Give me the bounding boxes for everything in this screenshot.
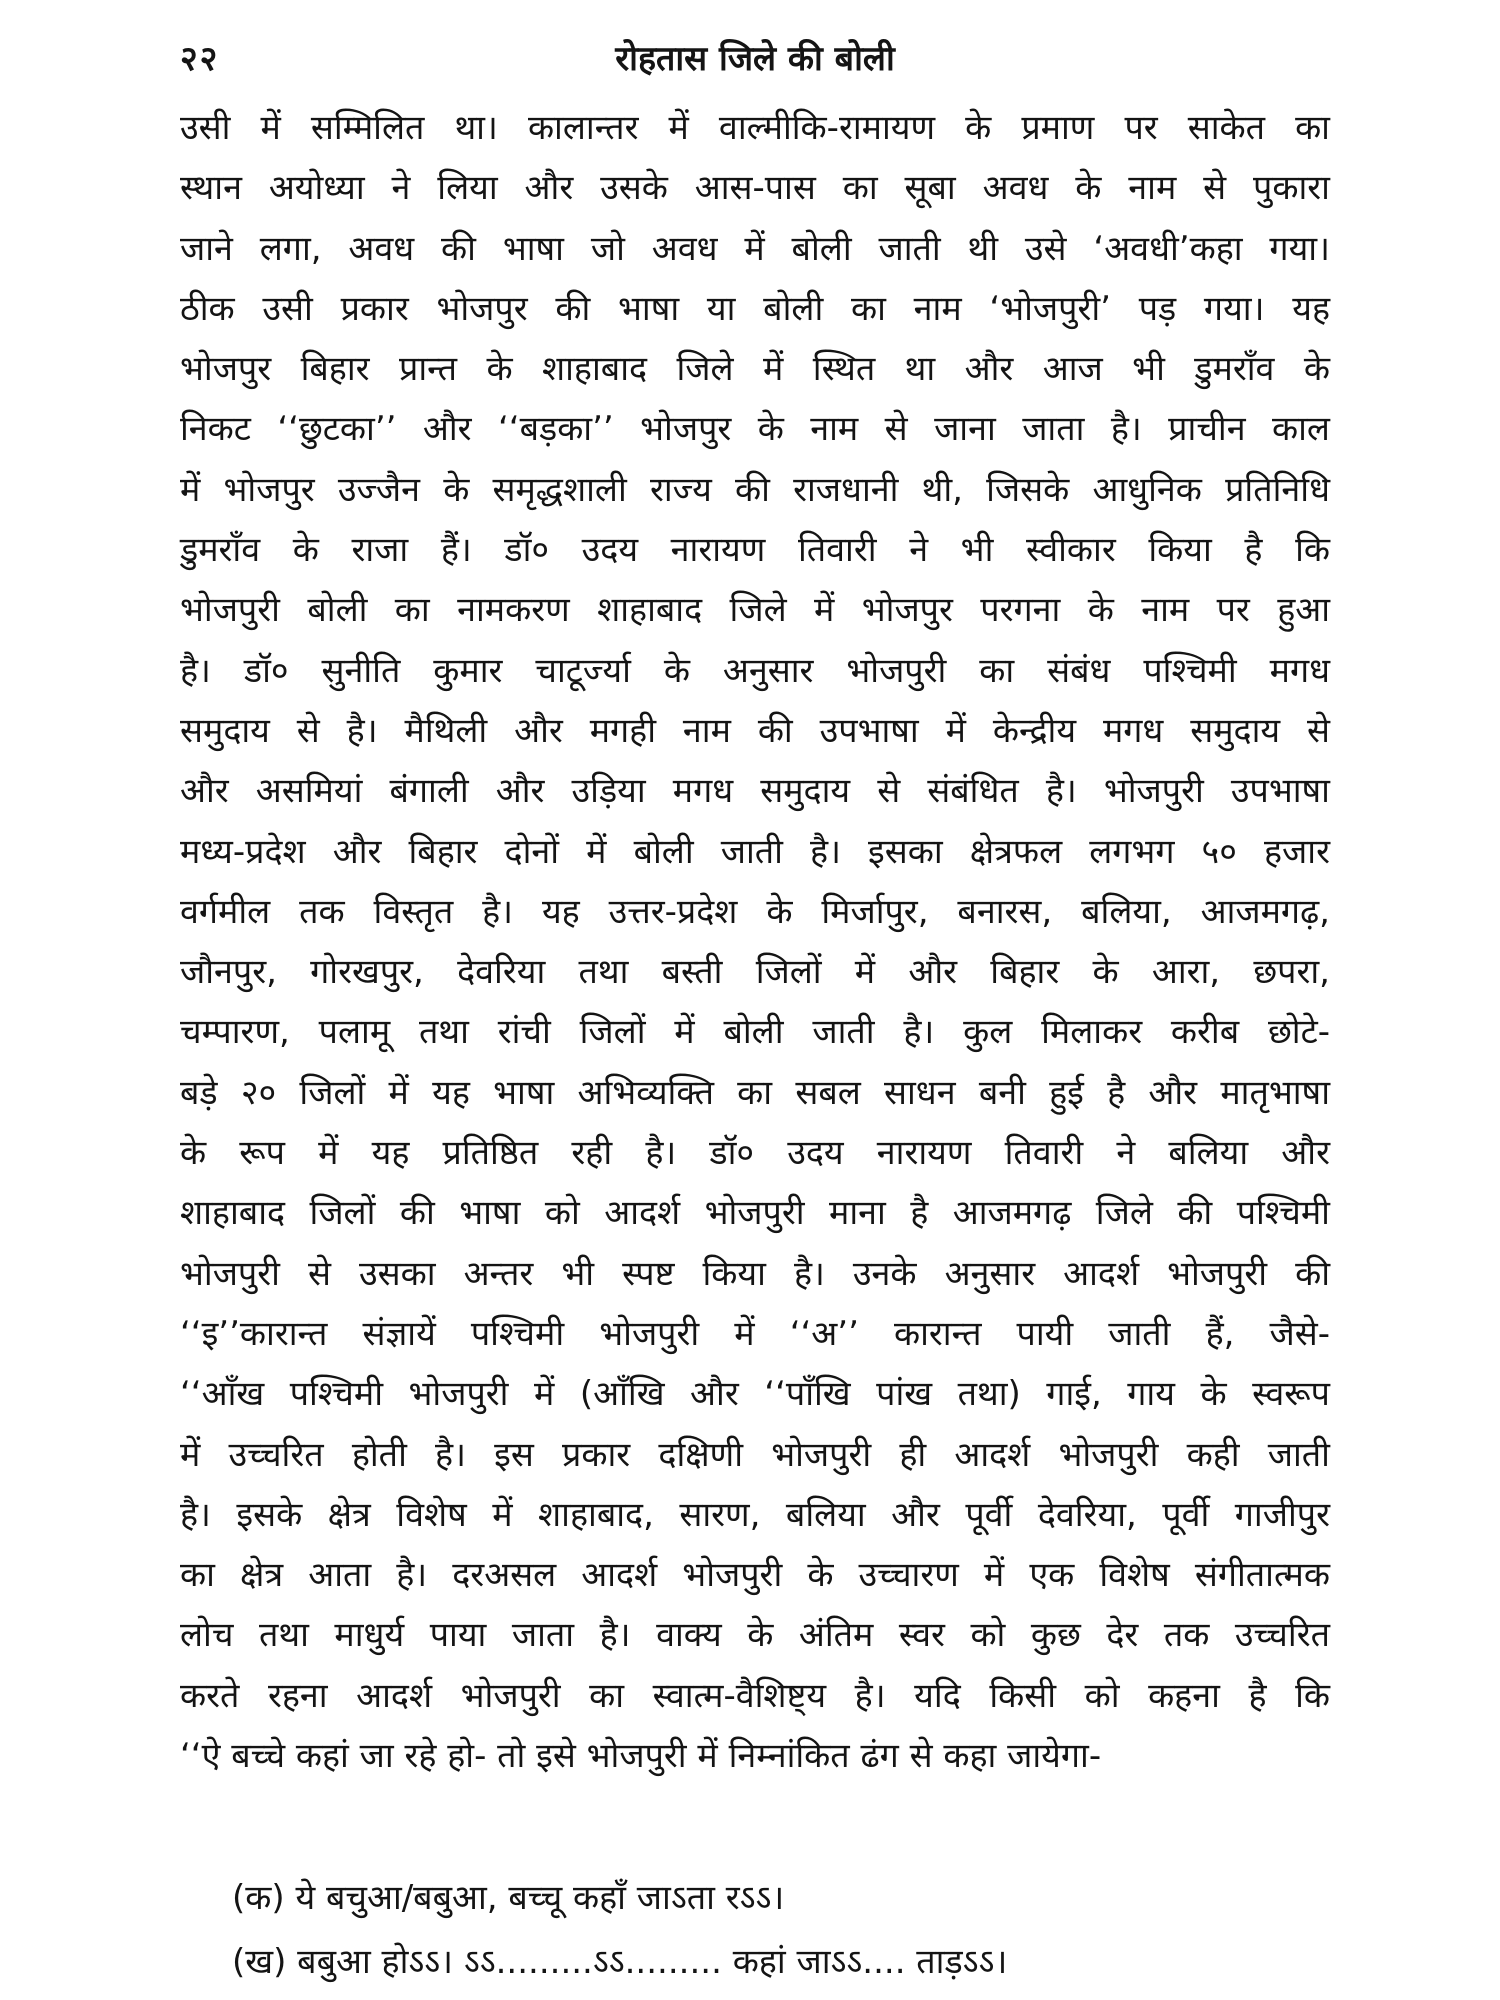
text-line: भोजपुरी से उसका अन्तर भी स्पष्ट किया है। उनके अनुसार आदर्श भोजपुरी की xyxy=(180,1253,1330,1294)
text-line: का क्षेत्र आता है। दरअसल आदर्श भोजपुरी के उच्चारण में एक विशेष संगीतात्मक xyxy=(180,1555,1330,1596)
text-line: बड़े २० जिलों में यह भाषा अभिव्यक्ति का सबल साधन बनी हुई है और मातृभाषा xyxy=(180,1072,1330,1113)
text-line: ‘‘इ’’कारान्त संज्ञायें पश्चिमी भोजपुरी में ‘‘अ’’ कारान्त पायी जाती हैं, जैसे- xyxy=(180,1313,1330,1354)
text-line: समुदाय से है। मैथिली और मगही नाम की उपभाषा में केन्द्रीय मगध समुदाय से xyxy=(180,710,1330,751)
text-line: डुमराँव के राजा हैं। डॉ० उदय नारायण तिवारी ने भी स्वीकार किया है कि xyxy=(180,530,1330,571)
page-number: २२ xyxy=(180,39,220,79)
example-ka: (क) ये बचुआ/बबुआ, बच्चू कहाँ जाऽता रऽऽ। xyxy=(232,1878,785,1918)
text-line: है। इसके क्षेत्र विशेष में शाहाबाद, सारण, बलिया और पूर्वी देवरिया, पूर्वी गाजीपुर xyxy=(180,1494,1330,1535)
text-line: ‘‘आँख पश्चिमी भोजपुरी में (आँखि और ‘‘पाँखि पांख तथा) गाई, गाय के स्वरूप xyxy=(180,1374,1330,1415)
text-line: स्थान अयोध्या ने लिया और उसके आस-पास का सूबा अवध के नाम से पुकारा xyxy=(180,168,1330,209)
text-line: और असमियां बंगाली और उड़िया मगध समुदाय से संबंधित है। भोजपुरी उपभाषा xyxy=(180,771,1330,812)
example-kha: (ख) बबुआ होऽऽ। ऽऽ.........ऽऽ......... कहां जाऽऽ.... ताड़ऽऽ। xyxy=(232,1942,1008,1982)
text-line: शाहाबाद जिलों की भाषा को आदर्श भोजपुरी माना है आजमगढ़ जिले की पश्चिमी xyxy=(180,1193,1330,1234)
text-line: मध्य-प्रदेश और बिहार दोनों में बोली जाती है। इसका क्षेत्रफल लगभग ५० हजार xyxy=(180,831,1330,872)
text-line: उसी में सम्मिलित था। कालान्तर में वाल्मीकि-रामायण के प्रमाण पर साकेत का xyxy=(180,108,1330,148)
text-line: में उच्चरित होती है। इस प्रकार दक्षिणी भोजपुरी ही आदर्श भोजपुरी कही जाती xyxy=(180,1434,1330,1475)
text-line: है। डॉ० सुनीति कुमार चाटूर्ज्या के अनुसार भोजपुरी का संबंध पश्चिमी मगध xyxy=(180,650,1330,691)
example-list xyxy=(232,1866,1330,1994)
text-line: ठीक उसी प्रकार भोजपुर की भाषा या बोली का नाम ‘भोजपुरी’ पड़ गया। यह xyxy=(180,288,1330,329)
text-line: करते रहना आदर्श भोजपुरी का स्वात्म-वैशिष्ट्य है। यदि किसी को कहना है कि xyxy=(180,1675,1330,1716)
text-line: के रूप में यह प्रतिष्ठित रही है। डॉ० उदय नारायण तिवारी ने बलिया और xyxy=(180,1133,1330,1174)
body-paragraph xyxy=(180,98,1330,1786)
text-line: लोच तथा माधुर्य पाया जाता है। वाक्य के अंतिम स्वर को कुछ देर तक उच्चरित xyxy=(180,1615,1330,1656)
text-line: भोजपुरी बोली का नामकरण शाहाबाद जिले में भोजपुर परगना के नाम पर हुआ xyxy=(180,590,1330,631)
text-line: जौनपुर, गोरखपुर, देवरिया तथा बस्ती जिलों में और बिहार के आरा, छपरा, xyxy=(180,952,1330,993)
text-line: ‘‘ऐ बच्चे कहां जा रहे हो- तो इसे भोजपुरी में निम्नांकित ढंग से कहा जायेगा- xyxy=(180,1736,1102,1777)
page-header xyxy=(180,28,1330,88)
text-line: चम्पारण, पलामू तथा रांची जिलों में बोली जाती है। कुल मिलाकर करीब छोटे- xyxy=(180,1012,1330,1053)
running-title: रोहतास जिले की बोली xyxy=(615,39,895,79)
text-line: में भोजपुर उज्जैन के समृद्धशाली राज्य की राजधानी थी, जिसके आधुनिक प्रतिनिधि xyxy=(180,469,1330,510)
text-line: वर्गमील तक विस्तृत है। यह उत्तर-प्रदेश के मिर्जापुर, बनारस, बलिया, आजमगढ़, xyxy=(180,891,1330,932)
text-line: भोजपुर बिहार प्रान्त के शाहाबाद जिले में स्थित था और आज भी डुमराँव के xyxy=(180,349,1330,390)
text-line: जाने लगा, अवध की भाषा जो अवध में बोली जाती थी उसे ‘अवधी’कहा गया। xyxy=(180,228,1330,269)
text-line: निकट ‘‘छुटका’’ और ‘‘बड़का’’ भोजपुर के नाम से जाना जाता है। प्राचीन काल xyxy=(180,409,1330,450)
